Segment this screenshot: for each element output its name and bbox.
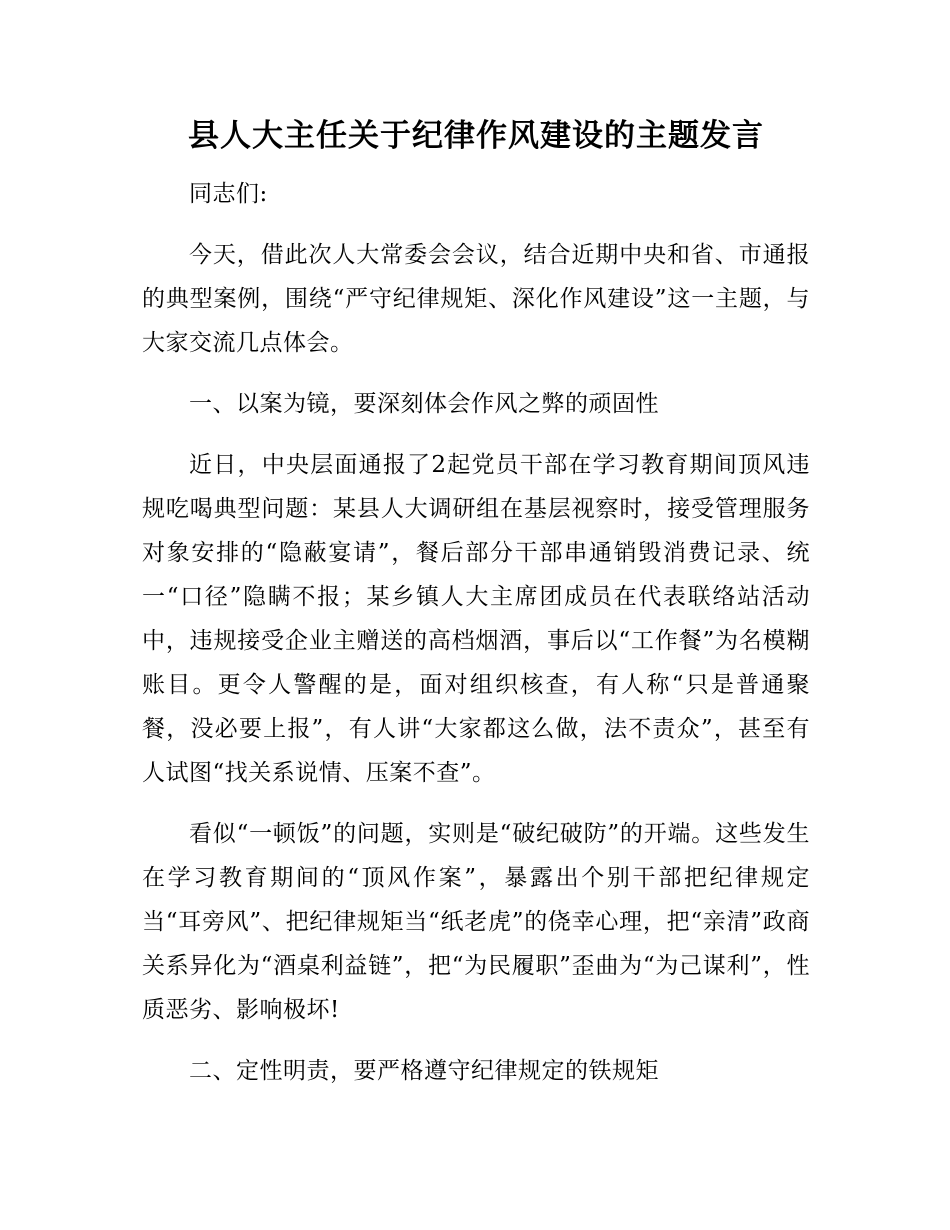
section-heading-2: 二、定性明责，要严格遵守纪律规定的铁规矩	[189, 1058, 659, 1084]
document-page	[142, 112, 810, 1093]
section-heading-1: 一、以案为镜，要深刻体会作风之弊的顽固性	[189, 391, 659, 417]
paragraph-cases: 近日，中央层面通报了2起党员干部在学习教育期间顶风违规吃喝典型问题：某县人大调研组在基层视察时，接受管理服务对象安排的“隐蔽宴请”，餐后部分干部串通销毁消费记录、统一“口径”隐瞒不报；某乡镇人大主席团成员在代表联络站活动中，违规接受企业主赠送的高档烟酒，事后以“工作餐”为名模糊账目。更令人警醒的是，面对组织核查，有人称“只是普通聚餐，没必要上报”，有人讲“大家都这么做，法不责众”，甚至有人试图“找关系说情、压案不查”。	[142, 452, 810, 786]
paragraph-intro: 今天，借此次人大常委会会议，结合近期中央和省、市通报的典型案例，围绕“严守纪律规矩、深化作风建设”这一主题，与大家交流几点体会。	[142, 242, 810, 356]
salutation: 同志们:	[189, 181, 268, 207]
paragraph-analysis: 看似“一顿饭”的问题，实则是“破纪破防”的开端。这些发生在学习教育期间的“顶风作案”，暴露出个别干部把纪律规定当“耳旁风”、把纪律规矩当“纸老虎”的侥幸心理，把“亲清”政商关系异化为“酒桌利益链”，把“为民履职”歪曲为“为己谋利”，性质恶劣、影响极坏!	[142, 821, 810, 1023]
document-title: 县人大主任关于纪律作风建设的主题发言	[188, 118, 764, 154]
